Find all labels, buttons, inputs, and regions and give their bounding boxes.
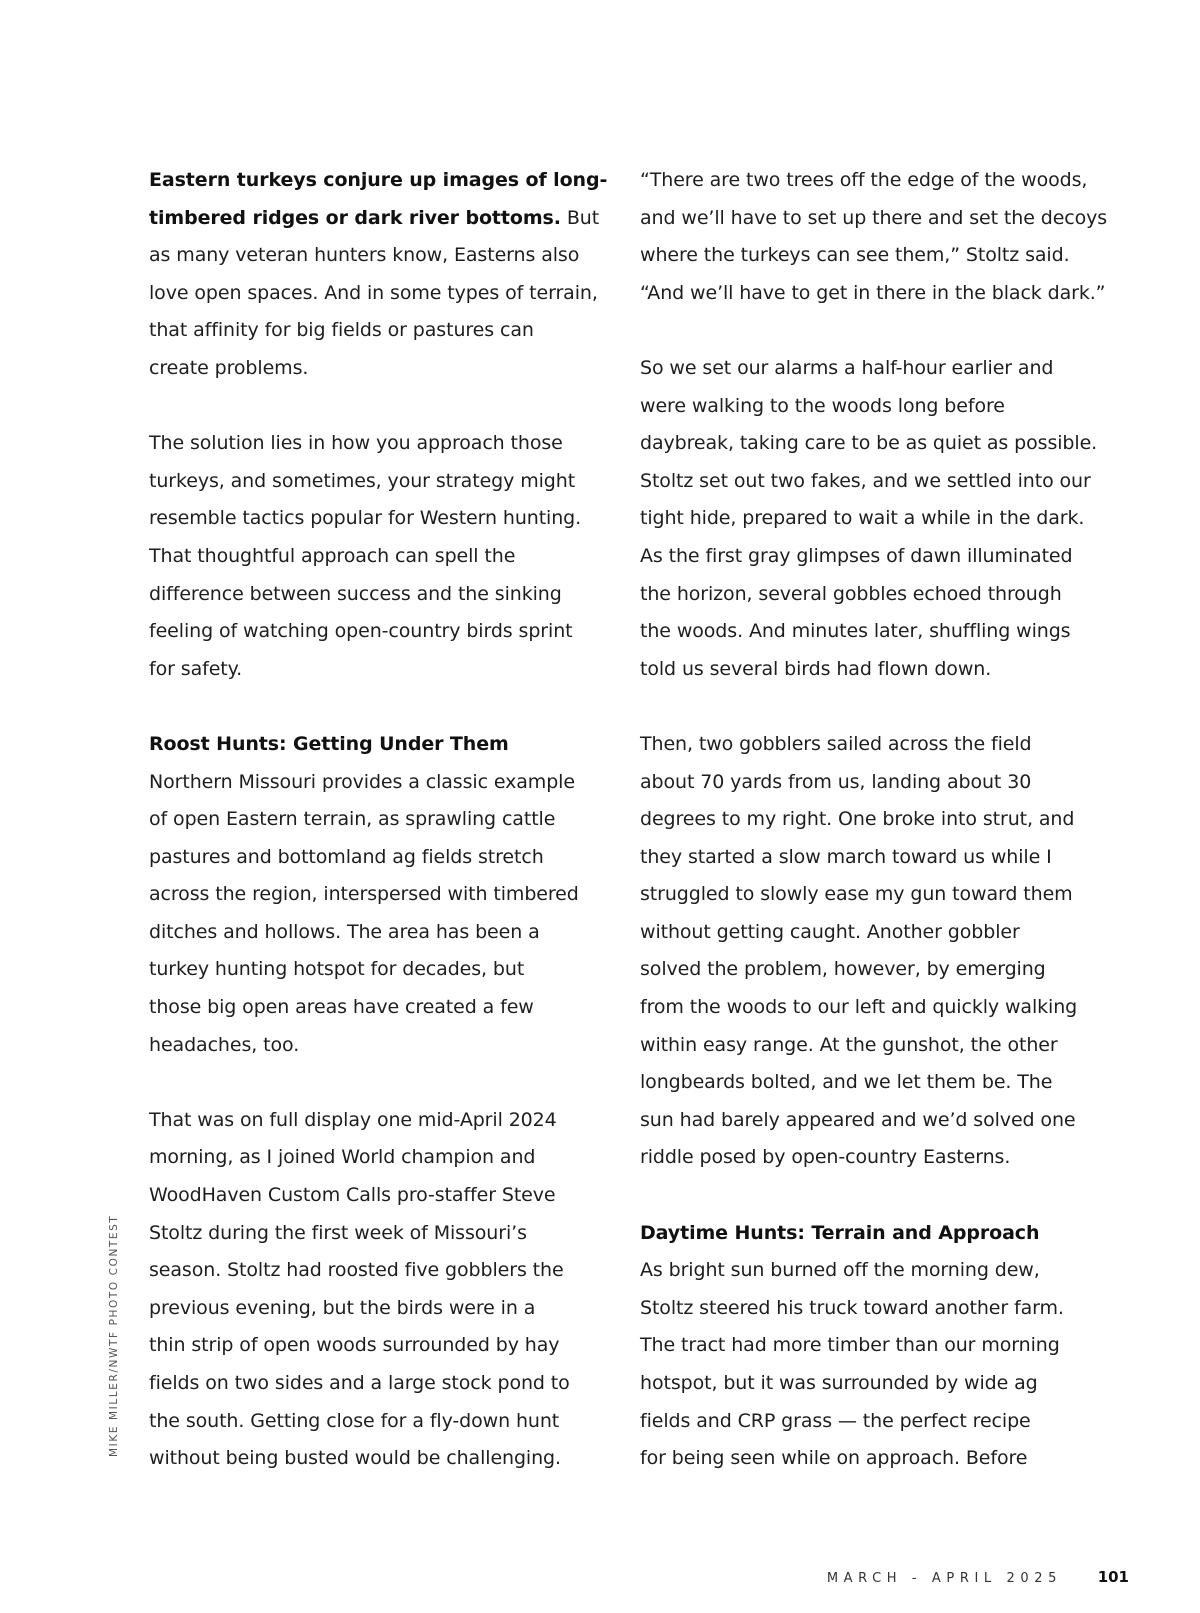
text-line: Northern Missouri provides a classic example [149,770,575,793]
text-line: solved the problem, however, by emerging [640,958,1046,981]
text-line: the woods. And minutes later, shuffling wings [640,620,1071,643]
text-line: That was on full display one mid-April 2024 [149,1108,557,1131]
body-paragraph [640,350,1105,688]
text-line: those big open areas have created a few [149,996,534,1019]
text-line: love open spaces. And in some types of terrain, [149,281,598,304]
text-line: of open Eastern terrain, as sprawling cattle [149,808,556,831]
text-line: without getting caught. Another gobbler [640,920,1020,943]
issue-date: MARCH - APRIL 2025 [826,1571,1062,1586]
text-line: from the woods to our left and quickly walking [640,996,1078,1019]
text-line: “And we’ll have to get in there in the black dark.” [640,281,1106,304]
text-line: season. Stoltz had roosted five gobblers the [149,1259,564,1282]
text-line: across the region, interspersed with timbered [149,883,579,906]
text-line: pastures and bottomland ag fields stretch [149,845,544,868]
text-line: morning, as I joined World champion and [149,1146,536,1169]
intro-bold-text: Eastern turkeys conjure up images of long- [149,169,608,191]
section-paragraph [640,1215,1105,1478]
text-line: Then, two gobblers sailed across the field [640,732,1032,755]
text-line: where the turkeys can see them,” Stoltz said. [640,244,1070,267]
text-line: about 70 yards from us, landing about 30 [640,770,1032,793]
text-line: The solution lies in how you approach those [149,432,563,455]
section-heading: Daytime Hunts: Terrain and Approach [640,1221,1040,1244]
text-line: for safety. [149,657,243,680]
text-line: headaches, too. [149,1033,300,1056]
intro-bold-text: timbered ridges or dark river bottoms. [149,206,561,229]
page-number: 101 [1097,1568,1129,1586]
text-line: and we’ll have to set up there and set the decoys [640,206,1108,229]
text-line: as many veteran hunters know, Easterns also [149,244,580,267]
text-line: fields on two sides and a large stock pond to [149,1372,570,1394]
text-line: “There are two trees off the edge of the woods, [640,169,1088,191]
text-line: degrees to my right. One broke into strut, and [640,808,1075,831]
text-line: create problems. [149,356,309,379]
text-line: So we set our alarms a half-hour earlier and [640,356,1054,379]
text-line: sun had barely appeared and we’d solved one [640,1108,1076,1131]
text-line: turkeys, and sometimes, your strategy might [149,469,576,492]
quote-paragraph [640,162,1108,312]
text-line: As the first gray glimpses of dawn illuminated [640,544,1073,567]
body-paragraph [149,1102,604,1478]
text-line: for being seen while on approach. Before [640,1447,1028,1470]
text-line: WoodHaven Custom Calls pro-staffer Steve [149,1184,556,1207]
section-paragraph [149,726,604,1064]
text-line: ditches and hollows. The area has been a [149,920,540,943]
text-line: Stoltz steered his truck toward another farm. [640,1296,1064,1319]
text-line: thin strip of open woods surrounded by hay [149,1334,560,1357]
text-line: That thoughtful approach can spell the [149,544,516,567]
text-line: told us several birds had flown down. [640,657,992,680]
text-line: previous evening, but the birds were in a [149,1296,536,1319]
photo-credit: MIKE MILLER/NWTF PHOTO CONTEST [108,1214,120,1457]
right-column [640,162,1108,1478]
text-line: hotspot, but it was surrounded by wide ag [640,1372,1038,1394]
text-line: without being busted would be challenging. [149,1447,561,1470]
text-line: tight hide, prepared to wait a while in the dark. [640,507,1085,530]
text-line: difference between success and the sinking [149,582,562,605]
text-line: they started a slow march toward us while I [640,845,1052,868]
text-line: feeling of watching open-country birds sprint [149,620,573,643]
body-paragraph [149,425,604,688]
left-column [149,162,608,1478]
text-line: struggled to slowly ease my gun toward them [640,883,1073,906]
intro-paragraph [149,162,608,388]
text-line: fields and CRP grass — the perfect recipe [640,1409,1031,1432]
text-line: the south. Getting close for a fly-down hunt [149,1409,560,1432]
text-line: resemble tactics popular for Western hunting. [149,507,582,530]
text-line: within easy range. At the gunshot, the other [640,1033,1058,1056]
text-line: daybreak, taking care to be as quiet as possible. [640,432,1098,455]
text-line: were walking to the woods long before [640,394,1005,417]
intro-text: But [560,206,600,229]
text-line: that affinity for big fields or pastures can [149,319,534,342]
text-line: turkey hunting hotspot for decades, but [149,958,525,981]
body-paragraph [640,726,1105,1177]
section-heading: Roost Hunts: Getting Under Them [149,732,509,755]
text-line: Stoltz during the first week of Missouri’s [149,1221,527,1244]
text-line: the horizon, several gobbles echoed through [640,582,1062,605]
text-line: riddle posed by open-country Easterns. [640,1146,1011,1169]
text-line: As bright sun burned off the morning dew, [640,1259,1040,1282]
text-line: The tract had more timber than our morning [640,1334,1060,1357]
text-line: Stoltz set out two fakes, and we settled into our [640,469,1091,492]
text-line: longbeards bolted, and we let them be. The [640,1071,1053,1094]
